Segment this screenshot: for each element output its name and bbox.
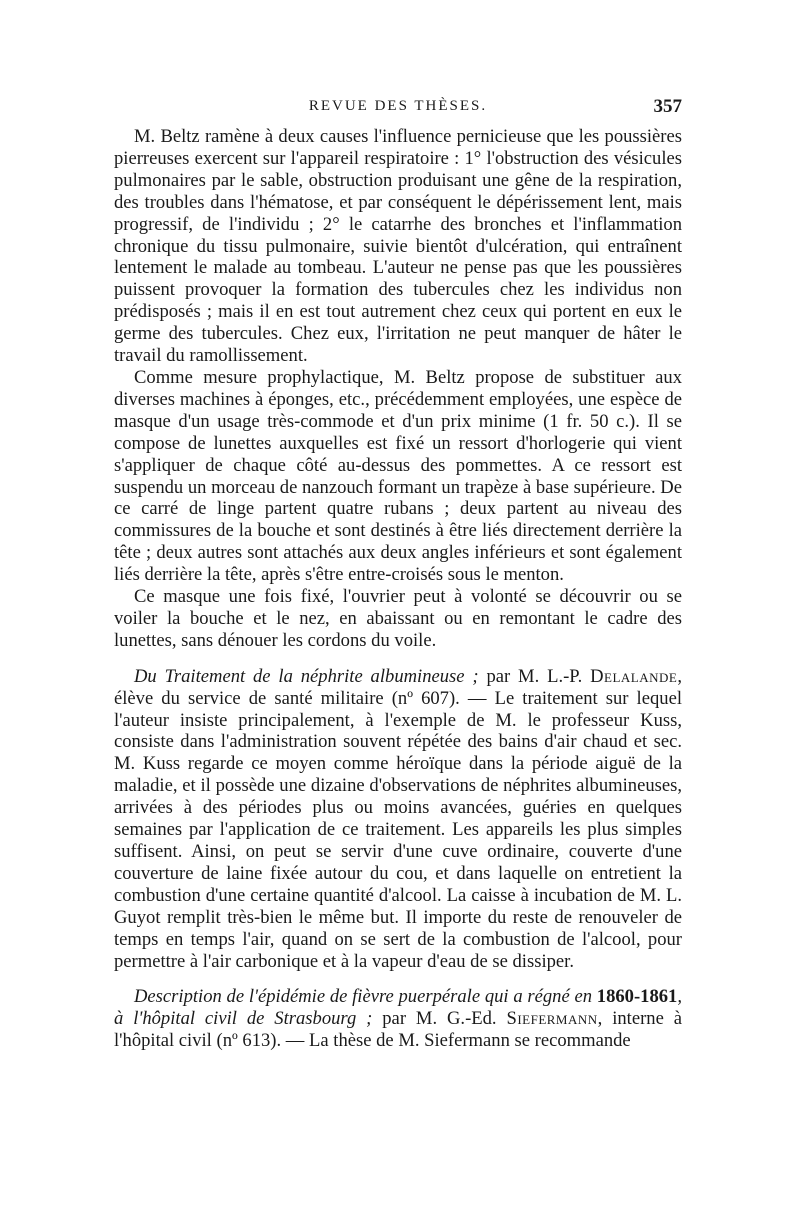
thesis-author: Siefermann: [506, 1008, 598, 1030]
thesis-years: 1860-1861: [596, 986, 678, 1008]
running-header: [114, 96, 682, 126]
thesis-title-part-a: Description de l'épidémie de fièvre puerpérale qui a régné en: [134, 986, 597, 1008]
thesis-title-part-b: , à l'hôpital civil de Strasbourg ;: [114, 986, 682, 1030]
running-title: REVUE DES THÈSES.: [308, 98, 488, 114]
thesis-title: Du Traitement de la néphrite albumineuse ;: [134, 665, 479, 687]
paragraph-masque-usage: Ce masque une fois fixé, l'ouvrier peut à volonté se découvrir ou se voiler la bouche et le nez, en abaissant ou en remontant le cadre des lunettes, sans dénouer les cordons du voile.: [114, 586, 682, 651]
page-body: [114, 126, 682, 1052]
thesis-by: par M. G.-Ed.: [372, 1008, 507, 1030]
paragraph-beltz-masque: Comme mesure prophylactique, M. Beltz propose de substituer aux diverses machines à éponges, etc., précédemment employées, une espèce de masque d'un usage très-commode et d'un prix minime (1 fr. 50 c.). Il se compose de lunettes auxquelles est fixé un ressort d'horlogerie qui vient s'appliquer de chaque côté au-dessus des pommettes. A ce ressort est suspendu un morceau de nanzouch formant un trapèze à base supérieure. De ce carré de linge partent quatre rubans ; deux partent au niveau des commissures de la bouche et sont destinés à être liés directement derrière la tête ; deux autres sont attachés aux deux angles inférieurs et sont également liés derrière la tête, après s'être entre-croisés sous le menton.: [114, 366, 682, 586]
review-siefermann: [114, 986, 682, 1052]
thesis-by: par M. L.-P.: [478, 665, 591, 687]
paragraph-beltz-causes: M. Beltz ramène à deux causes l'influence pernicieuse que les poussières pierreuses exercent sur l'appareil respiratoire : 1° l'obstruction des vésicules pulmonaires par le sable, obstruction produisant une gêne de la respiration, des troubles dans l'hématose, et par conséquent le dépérissement lent, mais progressif, de l'individu ; 2° le catarrhe des bronches et l'inflammation chronique du tissu pulmonaire, suivie bientôt d'ulcération, qui entraînent lentement le malade au tombeau. L'auteur ne pense pas que les poussières puissent provoquer la formation des tubercules chez les individus non prédisposés ; mais il en est tout autrement chez ceux qui portent en eux le germe des tubercules. Chez eux, l'irritation ne peut manquer de hâter le travail du ramollissement.: [114, 126, 682, 367]
review-delalande: [114, 666, 682, 973]
thesis-author: Delalande: [590, 665, 678, 687]
thesis-summary: , élève du service de santé militaire (nº 607). — Le traitement sur lequel l'auteur insiste principalement, à l'exemple de M. le professeur Kuss, consiste dans l'administration souvent répétée des bains d'air chaud et sec. M. Kuss regarde ce moyen comme héroïque dans la période aiguë de la maladie, et il possède une dizaine d'observations de néphrites albumineuses, arrivées à des périodes plus ou moins avancées, guéries en quelques semaines par l'application de ce traitement. Les appareils les plus simples suffisent. Ainsi, on peut se servir d'une cuve ordinaire, couverte d'une couverture de laine fixée autour du cou, et dans laquelle on entretient la combustion d'une certaine quantité d'alcool. La caisse à incubation de M. L. Guyot remplit très-bien le même but. Il importe du reste de renouveler de temps en temps l'air, quand on se sert de la combustion de l'alcool, pour permettre à l'air carbonique et à la vapeur d'eau de se dissiper.: [114, 665, 682, 972]
page-number: 357: [653, 96, 682, 117]
thesis-summary: , interne à l'hôpital civil (nº 613). — La thèse de M. Siefermann se recommande: [114, 1008, 683, 1052]
